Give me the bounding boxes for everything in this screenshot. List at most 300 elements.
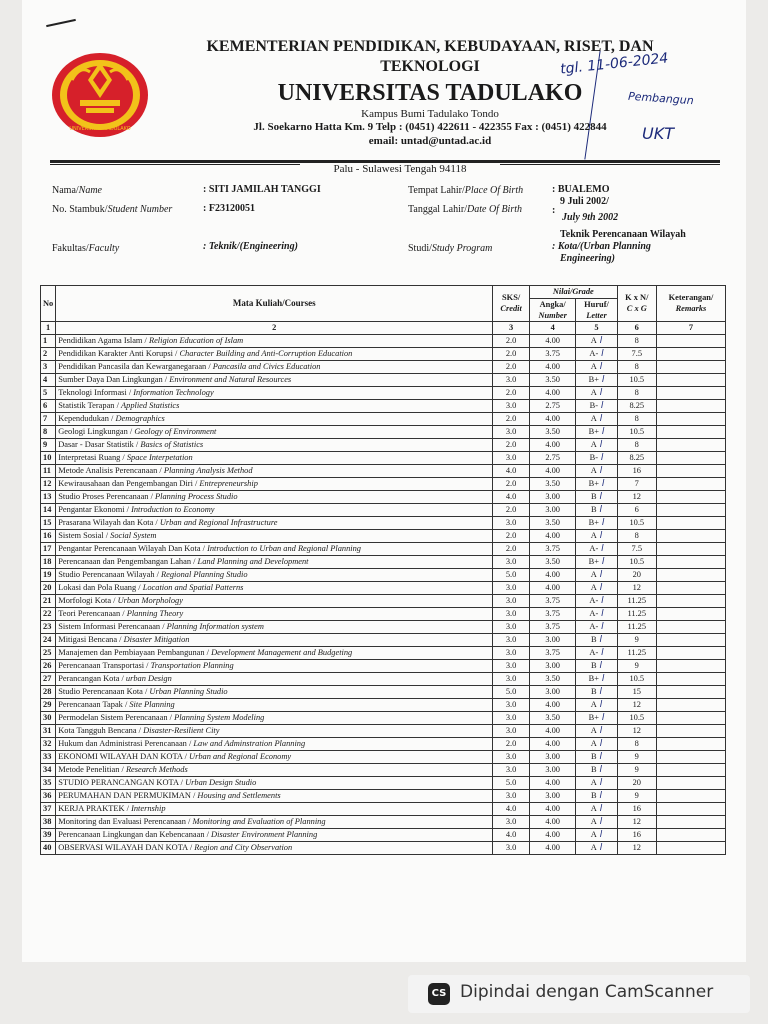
grade-letter-cell: A l — [576, 724, 617, 737]
tick-mark: l — [598, 673, 605, 684]
credit-grade-cell: 8.25 — [617, 399, 656, 412]
grade-number-cell: 4.00 — [529, 841, 575, 854]
table-row — [41, 490, 726, 503]
remarks-cell — [656, 737, 725, 750]
grade-number-cell: 2.75 — [529, 399, 575, 412]
grade-number-cell: 4.00 — [529, 724, 575, 737]
credit-grade-cell: 9 — [617, 659, 656, 672]
tick-mark: l — [596, 361, 603, 372]
credit-cell: 3.0 — [493, 516, 530, 529]
table-row — [41, 425, 726, 438]
grade-number-cell: 4.00 — [529, 737, 575, 750]
credit-grade-cell: 7 — [617, 477, 656, 490]
course-name: Studio Proses Perencanaan / Planning Process Studio — [56, 490, 493, 503]
tick-mark: l — [596, 764, 602, 775]
table-row — [41, 477, 726, 490]
credit-cell: 2.0 — [493, 438, 530, 451]
credit-cell: 5.0 — [493, 776, 530, 789]
credit-cell: 3.0 — [493, 789, 530, 802]
table-row — [41, 347, 726, 360]
grade-letter-cell: A- l — [576, 646, 617, 659]
tick-mark: l — [596, 335, 603, 346]
remarks-cell — [656, 685, 725, 698]
col-grade: Nilai/Grade — [529, 286, 617, 299]
credit-cell: 3.0 — [493, 672, 530, 685]
tick-mark: l — [598, 647, 604, 658]
course-name: Sistem Sosial / Social System — [56, 529, 493, 542]
grade-letter-cell: A- l — [576, 620, 617, 633]
email-line: email: untad@untad.ac.id — [368, 135, 492, 147]
grade-letter-cell: A- l — [576, 607, 617, 620]
grade-letter-cell: B+ l — [576, 672, 617, 685]
course-name: Perencanaan Transportasi / Transportation Planning — [56, 659, 493, 672]
grade-letter-cell: B+ l — [576, 477, 617, 490]
pob-label: Tempat Lahir/Place Of Birth — [408, 185, 524, 196]
dob-value-en: July 9th 2002 — [562, 212, 619, 223]
ministry-line-1: KEMENTERIAN PENDIDIKAN, KEBUDAYAAN, RISET, DAN — [206, 38, 654, 55]
table-row — [41, 555, 726, 568]
dob-label: Tanggal Lahir/Date Of Birth — [408, 204, 522, 215]
name-label: Nama/Name — [52, 185, 102, 196]
table-row — [41, 438, 726, 451]
grade-number-cell: 4.00 — [529, 412, 575, 425]
row-number: 14 — [41, 503, 56, 516]
credit-grade-cell: 9 — [617, 633, 656, 646]
index-cell: 6 — [617, 321, 656, 334]
table-row — [41, 646, 726, 659]
row-number: 3 — [41, 360, 56, 373]
program-line-2: : Kota/(Urban Planning — [552, 241, 651, 252]
grade-number-cell: 4.00 — [529, 386, 575, 399]
remarks-cell — [656, 542, 725, 555]
course-name: Sumber Daya Dan Lingkungan / Environment and Natural Resources — [56, 373, 493, 386]
tick-mark: l — [598, 608, 604, 619]
col-kxn: K x N/ C x G — [617, 286, 656, 322]
tick-mark: l — [598, 621, 604, 632]
table-row — [41, 594, 726, 607]
course-name: EKONOMI WILAYAH DAN KOTA / Urban and Regional Economy — [56, 750, 493, 763]
col-angka: Angka/ Number — [529, 298, 575, 321]
dob-colon: : — [552, 205, 556, 216]
course-name: Perencanaan dan Pengembangan Lahan / Land Planning and Development — [56, 555, 493, 568]
tick-mark: l — [598, 543, 604, 554]
index-cell: 5 — [576, 321, 617, 334]
credit-grade-cell: 9 — [617, 763, 656, 776]
grade-letter-cell: A l — [576, 698, 617, 711]
grade-letter-cell: A l — [576, 386, 617, 399]
credit-grade-cell: 12 — [617, 581, 656, 594]
grade-letter-cell: A- l — [576, 594, 617, 607]
grade-number-cell: 3.50 — [529, 711, 575, 724]
credit-grade-cell: 8 — [617, 360, 656, 373]
grade-letter-cell: B l — [576, 789, 617, 802]
university-name: UNIVERSITAS TADULAKO — [277, 80, 583, 106]
index-cell: 2 — [56, 321, 493, 334]
remarks-cell — [656, 763, 725, 776]
remarks-cell — [656, 477, 725, 490]
credit-cell: 3.0 — [493, 750, 530, 763]
grade-letter-cell: B+ l — [576, 373, 617, 386]
grade-number-cell: 3.75 — [529, 347, 575, 360]
course-name: Perancangan Kota / urban Design — [56, 672, 493, 685]
table-row — [41, 399, 726, 412]
table-row — [41, 386, 726, 399]
row-number: 30 — [41, 711, 56, 724]
row-number: 26 — [41, 659, 56, 672]
remarks-cell — [656, 503, 725, 516]
camscanner-banner — [408, 975, 750, 1013]
student-number: : F23120051 — [203, 203, 255, 214]
remarks-cell — [656, 555, 725, 568]
credit-grade-cell: 12 — [617, 490, 656, 503]
row-number: 29 — [41, 698, 56, 711]
course-name: Hukum dan Administrasi Perencanaan / Law and Adminstration Planning — [56, 737, 493, 750]
row-number: 10 — [41, 451, 56, 464]
remarks-cell — [656, 438, 725, 451]
remarks-cell — [656, 607, 725, 620]
table-row — [41, 360, 726, 373]
table-row — [41, 737, 726, 750]
grade-letter-cell: A- l — [576, 542, 617, 555]
course-name: Monitoring dan Evaluasi Perencanaan / Monitoring and Evaluation of Planning — [56, 815, 493, 828]
grade-number-cell: 4.00 — [529, 464, 575, 477]
credit-grade-cell: 7.5 — [617, 542, 656, 555]
remarks-cell — [656, 360, 725, 373]
grade-letter-cell: B l — [576, 685, 617, 698]
row-number: 7 — [41, 412, 56, 425]
credit-cell: 4.0 — [493, 802, 530, 815]
course-name: Pengantar Perencanaan Wilayah Dan Kota / Introduction to Urban and Regional Planning — [56, 542, 493, 555]
remarks-cell — [656, 672, 725, 685]
course-name: Teknologi Informasi / Information Technology — [56, 386, 493, 399]
table-row — [41, 516, 726, 529]
col-course: Mata Kuliah/Courses — [56, 286, 493, 322]
tick-mark: l — [596, 491, 602, 502]
grade-number-cell: 3.00 — [529, 763, 575, 776]
pob-value: : BUALEMO — [552, 184, 610, 195]
grade-letter-cell: A l — [576, 581, 617, 594]
row-number: 9 — [41, 438, 56, 451]
grade-letter-cell: A l — [576, 438, 617, 451]
tick-mark: l — [596, 816, 603, 827]
grade-number-cell: 3.50 — [529, 672, 575, 685]
course-name: Kependudukan / Demographics — [56, 412, 493, 425]
remarks-cell — [656, 776, 725, 789]
grade-number-cell: 3.50 — [529, 373, 575, 386]
grade-number-cell: 4.00 — [529, 438, 575, 451]
remarks-cell — [656, 659, 725, 672]
col-huruf: Huruf/ Letter — [576, 298, 617, 321]
row-number: 21 — [41, 594, 56, 607]
course-name: Sistem Informasi Perencanaan / Planning Information system — [56, 620, 493, 633]
grade-number-cell: 3.75 — [529, 542, 575, 555]
tick-mark: l — [598, 517, 605, 528]
row-number: 36 — [41, 789, 56, 802]
row-number: 13 — [41, 490, 56, 503]
row-number: 28 — [41, 685, 56, 698]
course-name: Perencanaan Tapak / Site Planning — [56, 698, 493, 711]
remarks-cell — [656, 425, 725, 438]
grade-number-cell: 3.00 — [529, 503, 575, 516]
credit-grade-cell: 8 — [617, 386, 656, 399]
remarks-cell — [656, 698, 725, 711]
credit-grade-cell: 8.25 — [617, 451, 656, 464]
grade-letter-cell: B l — [576, 503, 617, 516]
credit-grade-cell: 11.25 — [617, 646, 656, 659]
tick-mark: l — [596, 634, 602, 645]
tick-mark: l — [596, 842, 603, 853]
grade-letter-cell: B l — [576, 633, 617, 646]
credit-cell: 3.0 — [493, 620, 530, 633]
credit-grade-cell: 8 — [617, 737, 656, 750]
row-number: 5 — [41, 386, 56, 399]
faculty-value: : Teknik/(Engineering) — [203, 241, 298, 252]
credit-grade-cell: 10.5 — [617, 711, 656, 724]
grade-letter-cell: A l — [576, 815, 617, 828]
row-number: 8 — [41, 425, 56, 438]
handwritten-note-2: UKT — [642, 124, 674, 143]
grade-letter-cell: B+ l — [576, 711, 617, 724]
dob-value: 9 Juli 2002/ — [560, 196, 609, 207]
credit-grade-cell: 15 — [617, 685, 656, 698]
grade-letter-cell: B l — [576, 490, 617, 503]
credit-cell: 3.0 — [493, 724, 530, 737]
credit-cell: 3.0 — [493, 841, 530, 854]
transcript-rows — [41, 334, 726, 854]
credit-cell: 3.0 — [493, 607, 530, 620]
course-name: Geologi Lingkungan / Geology of Environment — [56, 425, 493, 438]
row-number: 34 — [41, 763, 56, 776]
course-name: Dasar - Dasar Statistik / Basics of Statistics — [56, 438, 493, 451]
credit-cell: 3.0 — [493, 815, 530, 828]
grade-letter-cell: A l — [576, 737, 617, 750]
row-number: 22 — [41, 607, 56, 620]
remarks-cell — [656, 802, 725, 815]
row-number: 15 — [41, 516, 56, 529]
table-row — [41, 672, 726, 685]
grade-number-cell: 4.00 — [529, 698, 575, 711]
credit-cell: 2.0 — [493, 503, 530, 516]
grade-letter-cell: A l — [576, 568, 617, 581]
course-name: Manajemen dan Pembiayaan Pembangunan / Development Management and Budgeting — [56, 646, 493, 659]
course-name: Studio Perencanaan Wilayah / Regional Planning Studio — [56, 568, 493, 581]
row-number: 37 — [41, 802, 56, 815]
credit-cell: 3.0 — [493, 425, 530, 438]
grade-number-cell: 3.00 — [529, 633, 575, 646]
grade-letter-cell: A l — [576, 841, 617, 854]
row-number: 1 — [41, 334, 56, 347]
tick-mark: l — [596, 725, 603, 736]
index-cell: 1 — [41, 321, 56, 334]
remarks-cell — [656, 620, 725, 633]
credit-cell: 2.0 — [493, 386, 530, 399]
course-name: Pendidikan Pancasila dan Kewarganegaraan / Pancasila and Civics Education — [56, 360, 493, 373]
table-header-row — [41, 286, 726, 299]
remarks-cell — [656, 386, 725, 399]
remarks-cell — [656, 646, 725, 659]
table-row — [41, 412, 726, 425]
credit-grade-cell: 7.5 — [617, 347, 656, 360]
grade-number-cell: 3.50 — [529, 555, 575, 568]
grade-number-cell: 4.00 — [529, 828, 575, 841]
tick-mark: l — [596, 660, 602, 671]
credit-cell: 4.0 — [493, 490, 530, 503]
tick-mark: l — [596, 829, 603, 840]
tick-mark: l — [596, 465, 603, 476]
program-line-1: Teknik Perencanaan Wilayah — [560, 229, 686, 240]
credit-grade-cell: 12 — [617, 841, 656, 854]
remarks-cell — [656, 711, 725, 724]
table-row — [41, 724, 726, 737]
remarks-cell — [656, 373, 725, 386]
credit-cell: 3.0 — [493, 698, 530, 711]
grade-number-cell: 4.00 — [529, 815, 575, 828]
table-row — [41, 607, 726, 620]
course-name: STUDIO PERANCANGAN KOTA / Urban Design Studio — [56, 776, 493, 789]
row-number: 32 — [41, 737, 56, 750]
grade-number-cell: 3.00 — [529, 659, 575, 672]
tick-mark: l — [598, 712, 605, 723]
address-line: Jl. Soekarno Hatta Km. 9 Telp : (0451) 422611 - 422355 Fax : (0451) 422844 — [253, 121, 607, 133]
col-sks: SKS/ Credit — [493, 286, 530, 322]
credit-cell: 3.0 — [493, 451, 530, 464]
grade-letter-cell: A- l — [576, 347, 617, 360]
row-number: 11 — [41, 464, 56, 477]
credit-grade-cell: 20 — [617, 776, 656, 789]
grade-number-cell: 3.00 — [529, 789, 575, 802]
remarks-cell — [656, 412, 725, 425]
remarks-cell — [656, 451, 725, 464]
row-number: 12 — [41, 477, 56, 490]
credit-cell: 2.0 — [493, 412, 530, 425]
course-name: Kewirausahaan dan Pengembangan Diri / Entrepreneurship — [56, 477, 493, 490]
credit-grade-cell: 9 — [617, 789, 656, 802]
course-name: Mitigasi Bencana / Disaster Mitigation — [56, 633, 493, 646]
index-row — [41, 321, 726, 334]
row-number: 40 — [41, 841, 56, 854]
course-name: Pendidikan Agama Islam / Religion Education of Islam — [56, 334, 493, 347]
row-number: 4 — [41, 373, 56, 386]
credit-cell: 2.0 — [493, 347, 530, 360]
course-name: Pengantar Ekonomi / Introduction to Economy — [56, 503, 493, 516]
grade-letter-cell: A l — [576, 828, 617, 841]
table-row — [41, 750, 726, 763]
tick-mark: l — [596, 439, 603, 450]
table-row — [41, 568, 726, 581]
grade-number-cell: 3.50 — [529, 425, 575, 438]
credit-cell: 2.0 — [493, 542, 530, 555]
col-remarks: Keterangan/ Remarks — [656, 286, 725, 322]
grade-number-cell: 4.00 — [529, 568, 575, 581]
credit-cell: 3.0 — [493, 633, 530, 646]
table-row — [41, 841, 726, 854]
course-name: Prasarana Wilayah dan Kota / Urban and Regional Infrastructure — [56, 516, 493, 529]
remarks-cell — [656, 633, 725, 646]
program-line-3: Engineering) — [560, 253, 616, 264]
row-number: 2 — [41, 347, 56, 360]
row-number: 35 — [41, 776, 56, 789]
campus-line: Kampus Bumi Tadulako Tondo — [361, 108, 499, 120]
tick-mark: l — [596, 699, 603, 710]
credit-grade-cell: 11.25 — [617, 594, 656, 607]
credit-cell: 3.0 — [493, 594, 530, 607]
row-number: 23 — [41, 620, 56, 633]
grade-letter-cell: A l — [576, 412, 617, 425]
grade-letter-cell: A l — [576, 334, 617, 347]
stambuk-label: No. Stambuk/Student Number — [52, 204, 173, 215]
course-name: Statistik Terapan / Applied Statistics — [56, 399, 493, 412]
table-row — [41, 633, 726, 646]
remarks-cell — [656, 347, 725, 360]
table-row — [41, 815, 726, 828]
credit-cell: 2.0 — [493, 360, 530, 373]
grade-letter-cell: A l — [576, 529, 617, 542]
table-row — [41, 581, 726, 594]
remarks-cell — [656, 464, 725, 477]
grade-number-cell: 4.00 — [529, 581, 575, 594]
row-number: 16 — [41, 529, 56, 542]
credit-grade-cell: 6 — [617, 503, 656, 516]
row-number: 33 — [41, 750, 56, 763]
table-row — [41, 503, 726, 516]
university-logo — [50, 50, 150, 140]
grade-letter-cell: B- l — [576, 399, 617, 412]
grade-number-cell: 3.00 — [529, 490, 575, 503]
table-row — [41, 711, 726, 724]
row-number: 27 — [41, 672, 56, 685]
tick-mark: l — [596, 738, 603, 749]
tick-mark: l — [598, 556, 605, 567]
grade-number-cell: 3.75 — [529, 607, 575, 620]
course-name: Metode Penelitian / Research Methods — [56, 763, 493, 776]
row-number: 31 — [41, 724, 56, 737]
ministry-line-2: TEKNOLOGI — [380, 58, 480, 75]
table-row — [41, 451, 726, 464]
course-name: Metode Analisis Perencanaan / Planning Analysis Method — [56, 464, 493, 477]
credit-cell: 3.0 — [493, 763, 530, 776]
credit-grade-cell: 10.5 — [617, 373, 656, 386]
grade-letter-cell: B l — [576, 659, 617, 672]
table-row — [41, 620, 726, 633]
grade-number-cell: 4.00 — [529, 802, 575, 815]
table-row — [41, 334, 726, 347]
table-row — [41, 542, 726, 555]
credit-grade-cell: 20 — [617, 568, 656, 581]
credit-grade-cell: 10.5 — [617, 516, 656, 529]
course-name: KERJA PRAKTEK / Internship — [56, 802, 493, 815]
faculty-label: Fakultas/Faculty — [52, 243, 120, 254]
credit-grade-cell: 10.5 — [617, 555, 656, 568]
credit-cell: 3.0 — [493, 373, 530, 386]
row-number: 18 — [41, 555, 56, 568]
table-row — [41, 659, 726, 672]
remarks-cell — [656, 490, 725, 503]
remarks-cell — [656, 334, 725, 347]
grade-letter-cell: B- l — [576, 451, 617, 464]
table-row — [41, 685, 726, 698]
table-row — [41, 828, 726, 841]
tick-mark: l — [596, 582, 603, 593]
tick-mark: l — [596, 777, 603, 788]
remarks-cell — [656, 828, 725, 841]
remarks-cell — [656, 516, 725, 529]
tick-mark: l — [596, 803, 603, 814]
tick-mark: l — [598, 426, 605, 437]
credit-grade-cell: 16 — [617, 828, 656, 841]
row-number: 39 — [41, 828, 56, 841]
program-label: Studi/Study Program — [408, 243, 493, 254]
grade-number-cell: 3.75 — [529, 646, 575, 659]
